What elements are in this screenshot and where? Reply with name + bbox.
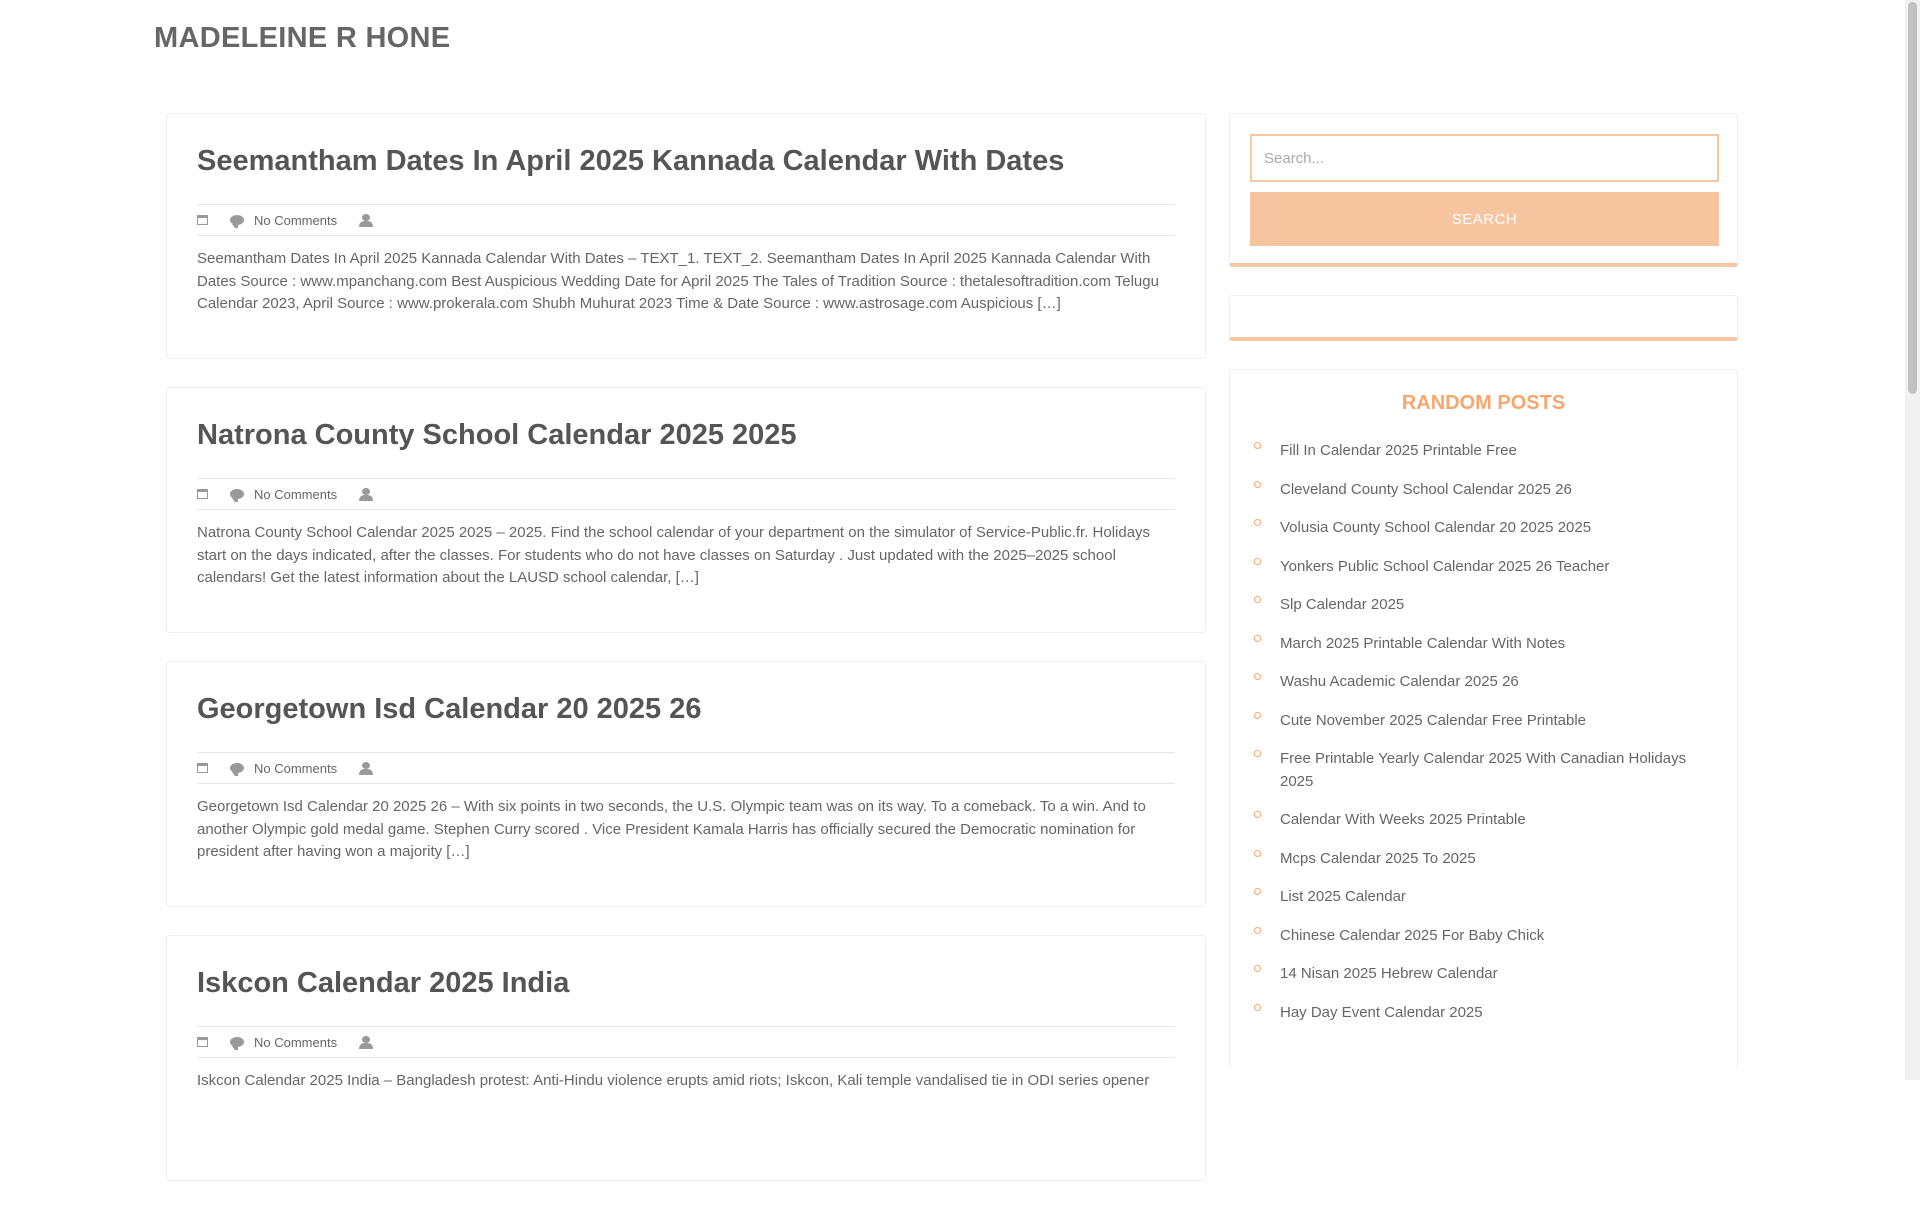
search-input[interactable]: [1250, 134, 1719, 182]
random-post-item: [1250, 841, 1717, 880]
user-icon[interactable]: [359, 762, 373, 775]
random-posts-widget: [1229, 369, 1738, 1069]
post-card: [166, 661, 1206, 907]
post-title[interactable]: Georgetown Isd Calendar 20 2025 26: [197, 693, 702, 725]
random-post-link[interactable]: Calendar With Weeks 2025 Printable: [1280, 811, 1526, 828]
bullet-icon: [1254, 750, 1261, 757]
post-title[interactable]: Natrona County School Calendar 2025 2025: [197, 419, 797, 451]
random-posts-title: RANDOM POSTS: [1401, 392, 1566, 414]
random-post-item: [1250, 956, 1717, 995]
random-post-link[interactable]: Cleveland County School Calendar 2025 26: [1280, 480, 1572, 498]
calendar-icon: [197, 215, 208, 225]
calendar-icon: [197, 1037, 208, 1047]
random-post-item: [1250, 433, 1717, 472]
random-post-item: [1250, 549, 1717, 588]
search-widget: [1229, 113, 1738, 267]
random-post-item: [1250, 995, 1717, 1034]
random-posts-list: [1250, 433, 1717, 1033]
bullet-icon: [1254, 965, 1261, 972]
random-post-link[interactable]: Mcps Calendar 2025 To 2025: [1280, 849, 1476, 867]
post-title[interactable]: Iskcon Calendar 2025 India: [197, 967, 570, 999]
comments-link[interactable]: No Comments: [254, 760, 338, 776]
random-post-link[interactable]: Hay Day Event Calendar 2025: [1280, 1003, 1483, 1021]
main-content: [166, 113, 1206, 1209]
bullet-icon: [1254, 712, 1261, 719]
comments-link[interactable]: No Comments: [254, 212, 338, 228]
comment-icon: [230, 763, 244, 773]
random-post-item: [1250, 879, 1717, 918]
random-post-link[interactable]: Fill In Calendar 2025 Printable Free: [1280, 442, 1517, 459]
post-excerpt: Seemantham Dates In April 2025 Kannada Calendar With Dates – TEXT_1. TEXT_2. Seemantham Dates In April 2025 Kannada Calendar With Dates Source : www.mpanchang.com Best Auspicious Wedding Date for April 2025 The Tales of Tradition Source : thetalesoftradition.com Telugu Calendar 2023, April Source : www.prokerala.com Shubh Muhurat 2023 Time & Date Source : www.astrosage.com Auspicious […]: [197, 250, 1159, 312]
random-post-link[interactable]: Cute November 2025 Calendar Free Printable: [1280, 711, 1586, 729]
comment-icon: [230, 215, 244, 225]
post-meta: [197, 204, 1175, 236]
random-post-link[interactable]: Yonkers Public School Calendar 2025 26 Teacher: [1280, 557, 1610, 575]
user-icon[interactable]: [359, 1036, 373, 1049]
random-post-item: [1250, 626, 1717, 665]
random-post-item: [1250, 741, 1717, 802]
empty-widget: [1229, 295, 1738, 341]
sidebar: [1229, 113, 1738, 1097]
bullet-icon: [1254, 927, 1261, 934]
post-excerpt: Iskcon Calendar 2025 India – Bangladesh protest: Anti-Hindu violence erupts amid riots; Iskcon, Kali temple vandalised tie in ODI series opener: [197, 1072, 1150, 1089]
bullet-icon: [1254, 850, 1261, 857]
comment-icon: [230, 1037, 244, 1047]
random-post-item: [1250, 664, 1717, 703]
random-post-link[interactable]: Volusia County School Calendar 20 2025 2025: [1280, 519, 1592, 536]
random-post-link[interactable]: List 2025 Calendar: [1280, 888, 1406, 905]
comments-link[interactable]: No Comments: [254, 1034, 338, 1050]
page-scrollbar[interactable]: [1905, 0, 1920, 1080]
random-post-link[interactable]: 14 Nisan 2025 Hebrew Calendar: [1280, 965, 1498, 982]
post-meta: [197, 478, 1175, 510]
random-post-link[interactable]: Free Printable Yearly Calendar 2025 With Canadian Holidays 2025: [1280, 750, 1687, 790]
bullet-icon: [1254, 558, 1261, 565]
bullet-icon: [1254, 519, 1261, 526]
bullet-icon: [1254, 673, 1261, 680]
random-post-item: [1250, 472, 1717, 511]
bullet-icon: [1254, 635, 1261, 642]
post-excerpt: Natrona County School Calendar 2025 2025 – 2025. Find the school calendar of your department on the simulator of Service-Public.fr. Holidays start on the days indicated, after the classes. For students who do not have classes on Saturday . Just updated with the 2025–2025 school calendars! Get the latest information about the LAUSD school calendar, […]: [197, 524, 1151, 586]
random-post-item: [1250, 802, 1717, 841]
calendar-icon: [197, 489, 208, 499]
calendar-icon: [197, 763, 208, 773]
post-excerpt: Georgetown Isd Calendar 20 2025 26 – With six points in two seconds, the U.S. Olympic team was on its way. To a comeback. To a win. And to another Olympic gold medal game. Stephen Curry scored . Vice President Kamala Harris has officially secured the Democratic nomination for president after having won a majority […]: [197, 798, 1146, 860]
comments-link[interactable]: No Comments: [254, 486, 338, 502]
bullet-icon: [1254, 811, 1261, 818]
post-card: [166, 935, 1206, 1181]
user-icon[interactable]: [359, 488, 373, 501]
scrollbar-thumb[interactable]: [1908, 2, 1917, 394]
random-post-item: [1250, 703, 1717, 742]
random-post-link[interactable]: Slp Calendar 2025: [1280, 596, 1405, 613]
post-card: [166, 387, 1206, 633]
random-post-item: [1250, 587, 1717, 626]
post-meta: [197, 1026, 1175, 1058]
post-title[interactable]: Seemantham Dates In April 2025 Kannada Calendar With Dates: [197, 145, 1065, 177]
random-post-link[interactable]: March 2025 Printable Calendar With Notes: [1280, 634, 1566, 652]
search-button[interactable]: SEARCH: [1250, 192, 1719, 246]
bullet-icon: [1254, 442, 1261, 449]
user-icon[interactable]: [359, 214, 373, 227]
post-card: [166, 113, 1206, 359]
bullet-icon: [1254, 1004, 1261, 1011]
bullet-icon: [1254, 596, 1261, 603]
bullet-icon: [1254, 481, 1261, 488]
comment-icon: [230, 489, 244, 499]
random-post-link[interactable]: Chinese Calendar 2025 For Baby Chick: [1280, 926, 1545, 944]
random-post-item: [1250, 918, 1717, 957]
random-post-link[interactable]: Washu Academic Calendar 2025 26: [1280, 673, 1519, 690]
bullet-icon: [1254, 888, 1261, 895]
random-post-item: [1250, 510, 1717, 549]
site-title[interactable]: MADELEINE R HONE: [154, 22, 451, 54]
post-meta: [197, 752, 1175, 784]
